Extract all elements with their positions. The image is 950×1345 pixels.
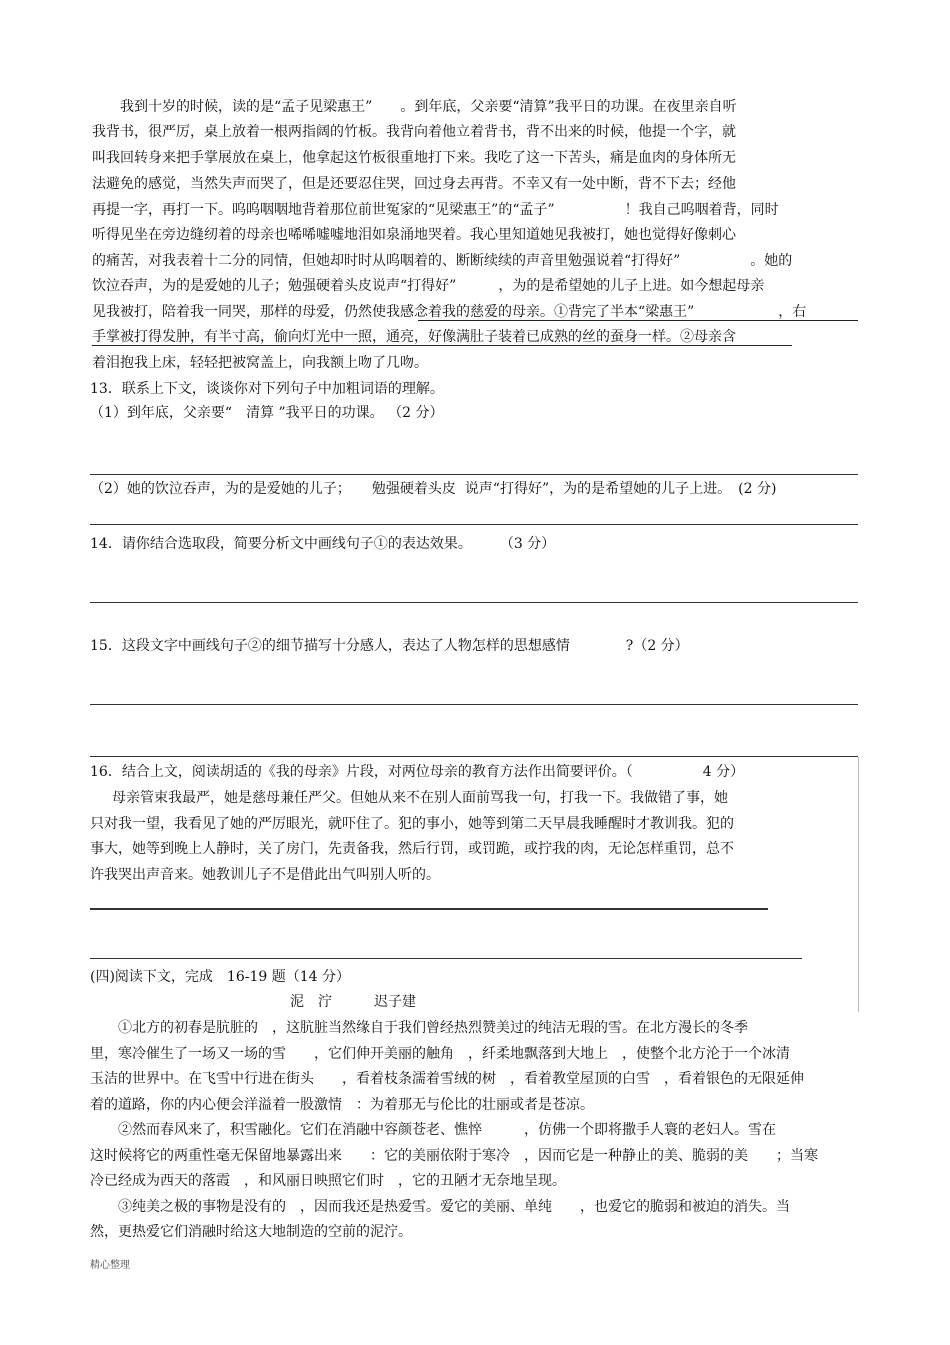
article-line: 然，更热爱它们消融时给这大地制造的空前的泥泞。 (90, 1224, 412, 1240)
excerpt-line: 母亲管束我最严，她是慈母兼任严父。但她从来不在别人面前骂我一句，打我一下。我做错了事，她 (98, 790, 728, 806)
question-13-part-2: （2）她的饮泣吞声，为的是爱她的儿子； 勉强硬着头皮 说声“打得好”，为的是希望她的儿子上进。 (2 分) (90, 481, 777, 497)
article-line: 这时候将它的两重性毫无保留地暴露出来 ：它的美丽依附于寒冷 ，因而它是一种静止的美、脆弱的美 ；当寒 (90, 1148, 818, 1164)
answer-line[interactable] (90, 602, 858, 603)
question-15: 15．这段文字中画线句子②的细节描写十分感人，表达了人物怎样的思想感情 ?（2 分） (90, 638, 689, 654)
article-line: 着的道路，你的内心便会洋溢着一股激情 ：为着那无与伦比的壮丽或者是苍凉。 (90, 1097, 594, 1113)
question-16: 16．结合上文，阅读胡适的《我的母亲》片段，对两位母亲的教育方法作出简要评价。（ 4 分） (90, 764, 745, 780)
article-line: 冷已经成为西天的落霞 ，和风丽日映照它们时 ，它的丑陋才无奈地呈现。 (90, 1173, 566, 1189)
answer-line[interactable] (90, 908, 768, 910)
passage-line: 法避免的感觉，当然失声而哭了，但是还要忍住哭，回过身去再背。不幸又有一处中断，背不下去；经他 (92, 176, 736, 192)
passage-line: 着泪抱我上床，轻轻把被窝盖上，向我额上吻了几吻。 (92, 355, 428, 371)
question-14: 14．请你结合选取段，简要分析文中画线句子①的表达效果。 （3 分） (90, 536, 556, 552)
answer-line[interactable] (90, 756, 858, 757)
answer-line[interactable] (90, 474, 858, 475)
box-edge (858, 757, 859, 1012)
excerpt-line: 许我哭出声音来。她教训儿子不是借此出气叫别人听的。 (90, 867, 440, 883)
passage-line: 我背书，很严厉，桌上放着一根两指阔的竹板。我背向着他立着背书，背不出来的时候，他提一个字，就 (92, 124, 736, 140)
answer-line[interactable] (90, 524, 858, 525)
passage-line-underlined: 手掌被打得发肿，有半寸高，偷向灯光中一照，通亮，好像满肚子装着已成熟的丝的蚕身一样。②母亲含 (92, 329, 736, 345)
sentence1-underline (418, 320, 858, 321)
passage-line: 我到十岁的时候，读的是“孟子见梁惠王” 。到年底，父亲要“清算”我平日的功课。在夜里亲自听 (92, 99, 737, 115)
passage-line: 饮泣吞声，为的是爱她的儿子；勉强硬着头皮说声“打得好” ，为的是希望她的儿子上进。如今想起母亲 (92, 278, 765, 294)
article-line: ③纯美之极的事物是没有的 ，因而我还是热爱雪。爱它的美丽、单纯 ，也爱它的脆弱和被迫的消失。当 (90, 1199, 790, 1215)
passage-line: 叫我回转身来把手掌展放在桌上，他拿起这竹板很重地打下来。我吃了这一下苦头，痛是血肉的身体所无 (92, 150, 736, 166)
answer-line[interactable] (90, 958, 802, 959)
excerpt-line: 只对我一望，我看见了她的严厉眼光，就吓住了。犯的事小，她等到第二天早晨我睡醒时才教训我。犯的 (90, 816, 734, 832)
section-header: (四)阅读下文，完成 16-19 题（14 分） (90, 969, 350, 985)
excerpt-line: 事大，她等到晚上人静时，关了房门，先责备我，然后行罚，或罚跪，或拧我的肉，无论怎样重罚，总不 (90, 841, 734, 857)
question-13-part-1: （1）到年底，父亲要“ 清算 ”我平日的功课。 （2 分） (90, 405, 444, 421)
article-line: 里，寒冷催生了一场又一场的雪 ，它们伸开美丽的触角 ，纤柔地飘落到大地上 ，使整个北方沦于一个冰清 (90, 1046, 790, 1062)
answer-line[interactable] (90, 704, 858, 705)
article-title: 泥 泞 (290, 994, 332, 1010)
article-line: 玉洁的世界中。在飞雪中行进在街头 ，看着枝条濡着雪绒的树 ，看着教堂屋顶的白雪 ，看着银色的无限延伸 (90, 1071, 804, 1087)
footer-note: 精心整理 (90, 1260, 130, 1271)
passage-line: 再提一字，再打一下。呜呜咽咽地背着那位前世冤家的“见梁惠王”的“孟子” ！我自己呜咽着背，同时 (92, 202, 779, 218)
article-author: 迟子建 (374, 994, 416, 1010)
passage-line-underlined: 见我被打，陪着我一同哭，那样的母爱，仍然使我感念着我的慈爱的母亲。①背完了半本“梁惠王” ，右 (92, 304, 807, 320)
article-line: ②然而春风来了，积雪融化。它们在消融中容颜苍老、憔悴 ，仿佛一个即将撒手人寰的老妇人。雪在 (90, 1122, 776, 1138)
article-line: ①北方的初春是肮脏的 ，这肮脏当然缘自于我们曾经热烈赞美过的纯洁无瑕的雪。在北方漫长的冬季 (90, 1020, 748, 1036)
passage-line: 的痛苦，对我表着十二分的同情，但她却时时从呜咽着的、断断续续的声音里勉强说着“打得好” 。她的 (92, 253, 793, 269)
sentence-underline (92, 345, 792, 346)
passage-line: 听得见坐在旁边缝纫着的母亲也唏唏嘘嘘地泪如泉涌地哭着。我心里知道她见我被打，她也觉得好像刺心 (92, 227, 736, 243)
question-13-stem: 13．联系上下文，谈谈你对下列句子中加粗词语的理解。 (90, 381, 444, 397)
